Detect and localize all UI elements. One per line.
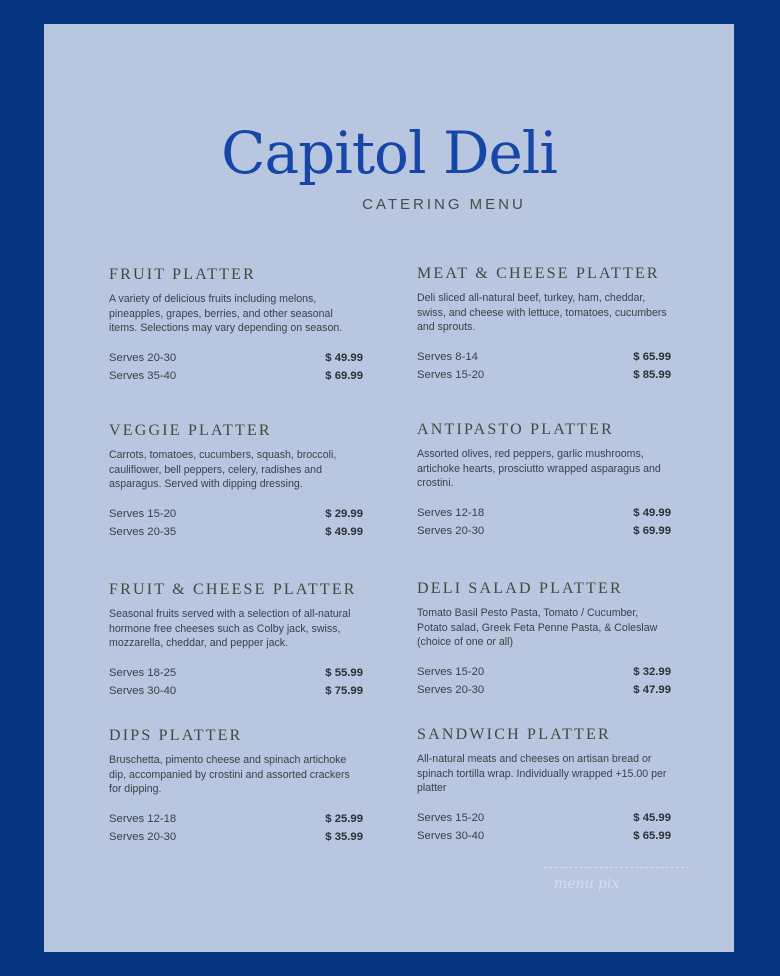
price-row <box>417 366 671 385</box>
price: $ 65.99 <box>633 350 671 363</box>
menu-section-dips-platter <box>109 727 363 847</box>
serving-size: Serves 30-40 <box>109 685 177 697</box>
price: $ 45.99 <box>633 811 671 824</box>
page-title: Capitol Deli <box>221 119 557 187</box>
serving-size: Serves 35-40 <box>109 370 177 382</box>
menu-section-veggie-platter <box>109 422 363 542</box>
price-row <box>417 809 671 828</box>
price-row <box>109 367 363 386</box>
serving-size: Serves 15-20 <box>417 369 485 381</box>
section-title: FRUIT & CHEESE PLATTER <box>109 581 357 598</box>
price: $ 32.99 <box>633 665 671 678</box>
price-row <box>417 827 671 846</box>
serving-size: Serves 20-30 <box>109 351 177 364</box>
section-title: FRUIT PLATTER <box>109 266 256 283</box>
price: $ 69.99 <box>325 370 363 382</box>
price: $ 49.99 <box>325 351 363 364</box>
section-description: Tomato Basil Pesto Pasta, Tomato / Cucumber, Potato salad, Greek Feta Penne Pasta, & Coleslaw (choice of one or all) <box>417 607 658 648</box>
price-row <box>417 663 671 682</box>
menu-section-meat-cheese-platter <box>417 265 671 385</box>
menu-section-fruit-cheese-platter <box>109 581 363 701</box>
serving-size: Serves 20-30 <box>417 684 485 696</box>
price-row <box>109 505 363 524</box>
section-title: DIPS PLATTER <box>109 727 243 744</box>
serving-size: Serves 12-18 <box>417 506 485 519</box>
price-row <box>417 504 671 523</box>
serving-size: Serves 20-35 <box>109 526 177 538</box>
section-description: Seasonal fruits served with a selection of all-natural hormone free cheeses such as Colby jack, swiss, mozzarella, cheddar, and pepper jack. <box>109 608 351 649</box>
price: $ 65.99 <box>633 830 671 842</box>
menu-section-deli-salad-platter <box>417 580 671 700</box>
price-row <box>109 828 363 847</box>
price-row <box>417 522 671 541</box>
price-row <box>109 664 363 683</box>
watermark: menu pix <box>554 876 620 892</box>
price-row <box>109 523 363 542</box>
section-title: VEGGIE PLATTER <box>109 422 272 439</box>
serving-size: Serves 12-18 <box>109 812 177 825</box>
price: $ 25.99 <box>325 812 363 825</box>
menu-section-fruit-platter <box>109 266 363 386</box>
price-row <box>417 681 671 700</box>
section-title: SANDWICH PLATTER <box>417 726 611 743</box>
section-description: All-natural meats and cheeses on artisan bread or spinach tortilla wrap. Individually wrapped +15.00 per platter <box>417 753 667 794</box>
section-title: MEAT & CHEESE PLATTER <box>417 265 660 282</box>
section-description: Deli sliced all-natural beef, turkey, ham, cheddar, swiss, and cheese with lettuce, tomatoes, cucumbers and sprouts. <box>417 292 667 333</box>
price: $ 29.99 <box>325 507 363 520</box>
price-row <box>109 682 363 701</box>
section-description: Carrots, tomatoes, cucumbers, squash, broccoli, cauliflower, bell peppers, celery, radishes and asparagus. Served with dipping dressing. <box>109 449 337 490</box>
serving-size: Serves 15-20 <box>109 507 177 520</box>
serving-size: Serves 20-30 <box>417 525 485 537</box>
serving-size: Serves 30-40 <box>417 830 485 842</box>
price-row <box>109 349 363 368</box>
price: $ 47.99 <box>633 684 671 696</box>
price: $ 69.99 <box>633 525 671 537</box>
price: $ 85.99 <box>633 369 671 381</box>
section-description: Assorted olives, red peppers, garlic mushrooms, artichoke hearts, prosciutto wrapped asparagus and crostini. <box>417 448 661 489</box>
price: $ 49.99 <box>633 506 671 519</box>
price: $ 55.99 <box>325 666 363 679</box>
menu-sheet <box>44 24 734 952</box>
section-title: ANTIPASTO PLATTER <box>417 421 614 438</box>
menu-section-sandwich-platter <box>417 726 671 846</box>
serving-size: Serves 15-20 <box>417 811 485 824</box>
section-title: DELI SALAD PLATTER <box>417 580 623 597</box>
serving-size: Serves 8-14 <box>417 350 478 363</box>
serving-size: Serves 20-30 <box>109 831 177 843</box>
section-description: Bruschetta, pimento cheese and spinach artichoke dip, accompanied by crostini and assorted crackers for dipping. <box>109 754 350 795</box>
page-subtitle: CATERING MENU <box>362 196 526 213</box>
serving-size: Serves 18-25 <box>109 666 177 679</box>
menu-section-antipasto-platter <box>417 421 671 541</box>
section-description: A variety of delicious fruits including melons, pineapples, grapes, berries, and other seasonal items. Selections may vary depending on season. <box>109 293 343 334</box>
price-row <box>109 810 363 829</box>
price: $ 75.99 <box>325 685 363 697</box>
price-row <box>417 348 671 367</box>
serving-size: Serves 15-20 <box>417 665 485 678</box>
price: $ 49.99 <box>325 526 363 538</box>
price: $ 35.99 <box>325 831 363 843</box>
